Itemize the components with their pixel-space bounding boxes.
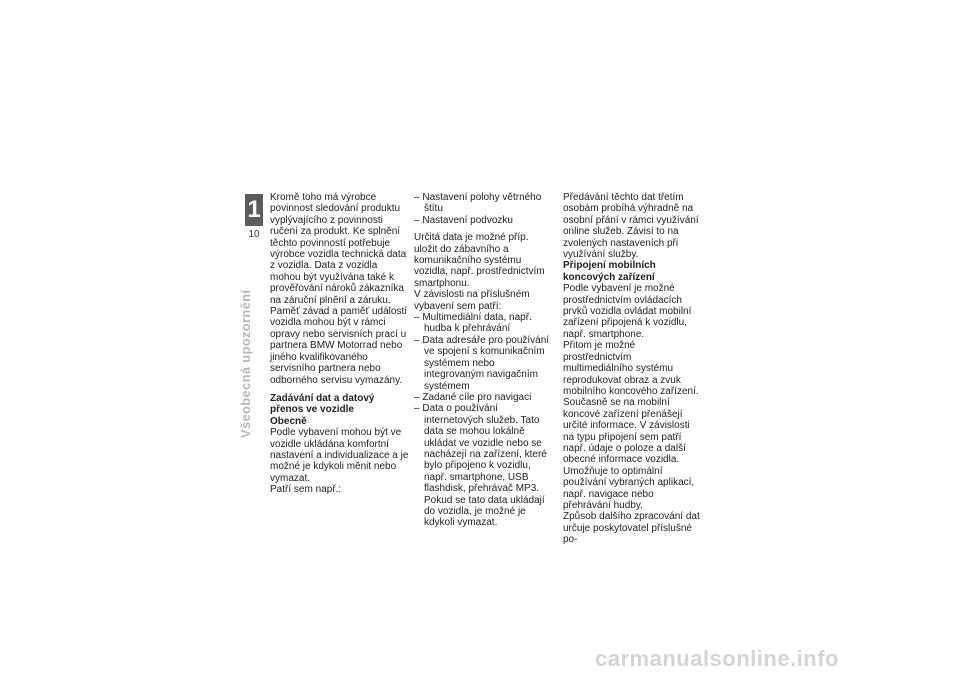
paragraph: Přitom je možné prostřednictvím multimediálního systému reprodukovat obraz a zvuk mobilního koncového zařízení. Současně se na mobilní koncové zařízení přenášejí určité informace. V závislosti na typu připojení sem patří např. údaje o poloze a další obecné informace vozidla. Umožňuje to optimální používání vybraných aplikací, např. navigace nebo přehrávání hudby. bbox=[563, 340, 699, 511]
paragraph: Podle vybavení je možné prostřednictvím ovládacích prvků vozidla ovládat mobilní zařízení připojená k vozidlu, např. smartphone. bbox=[563, 283, 692, 340]
paragraph: Podle vybavení mohou být ve vozidle ukládána komfortní nastavení a individualizace a je možné je kdykoli měnit nebo vymazat. bbox=[270, 427, 409, 484]
paragraph: Paměť závad a paměť událostí vozidla mohou být v rámci opravy nebo servisních prací u partnera BMW Motorrad nebo jiného kvalifikovaného servisního partnera nebo odborného servisu vymazány. bbox=[270, 306, 408, 386]
section-heading: Zadávání dat a datový přenos ve vozidle bbox=[270, 392, 375, 416]
paragraph: Kromě toho má výrobce povinnost sledování produktu vyplývajícího z povinnosti ručení za produkt. Ke splnění těchto povinností potřebuje výrobce vozidla technická data z vozidla. Data z vozidla mohou být využívána také k prověřování nároků zákazníka na záruční plnění a záruku. bbox=[270, 192, 407, 306]
list-item: – Nastavení podvozku bbox=[414, 215, 554, 226]
chapter-number-tab: 1 bbox=[245, 194, 263, 226]
list-item: – Data o používání internetových služeb. Tato data se mohou lokálně ukládat ve vozidle nebo se nacházejí na zařízení, které bylo připojeno k vozidlu, např. smartphone, USB flashdisk, přehrávač MP3. Pokud se tato data ukládají do vozidla, je možné je kdykoli vymazat. bbox=[414, 403, 554, 528]
page-number: 10 bbox=[248, 229, 260, 240]
text-column-3 bbox=[563, 192, 703, 546]
text-column-1 bbox=[270, 192, 410, 496]
watermark: carmanualsonline.info bbox=[595, 646, 839, 671]
paragraph: Určitá data je možné příp. uložit do zábavního a komunikačního systému vozidla, např. prostřednictvím smartphonu. bbox=[414, 232, 545, 289]
paragraph: Způsob dalšího zpracování dat určuje poskytovatel příslušné po- bbox=[563, 511, 700, 546]
text-column-2 bbox=[414, 192, 554, 529]
chapter-side-title: Všeobecná upozornění bbox=[238, 289, 253, 438]
subsection-heading: Obecně bbox=[270, 415, 307, 427]
paragraph: Předávání těchto dat třetím osobám probíhá výhradně na osobní přání v rámci využívání online služeb. Závisí to na zvolených nastaveních při využívání služby. bbox=[563, 192, 699, 261]
paragraph: Patří sem např.: bbox=[270, 484, 342, 496]
list-item: – Multimediální data, např. hudba k přehrávání bbox=[414, 312, 554, 335]
list-item: – Zadané cíle pro navigaci bbox=[414, 392, 554, 403]
paragraph: V závislosti na příslušném vybavení sem patří: bbox=[414, 289, 530, 312]
list-item: – Nastavení polohy větrného štítu bbox=[414, 192, 554, 215]
section-heading: Připojení mobilních koncových zařízení bbox=[563, 260, 656, 283]
list-item: – Data adresáře pro používání ve spojení s komunikačním systémem nebo integrovaným navigačním systémem bbox=[414, 335, 554, 392]
